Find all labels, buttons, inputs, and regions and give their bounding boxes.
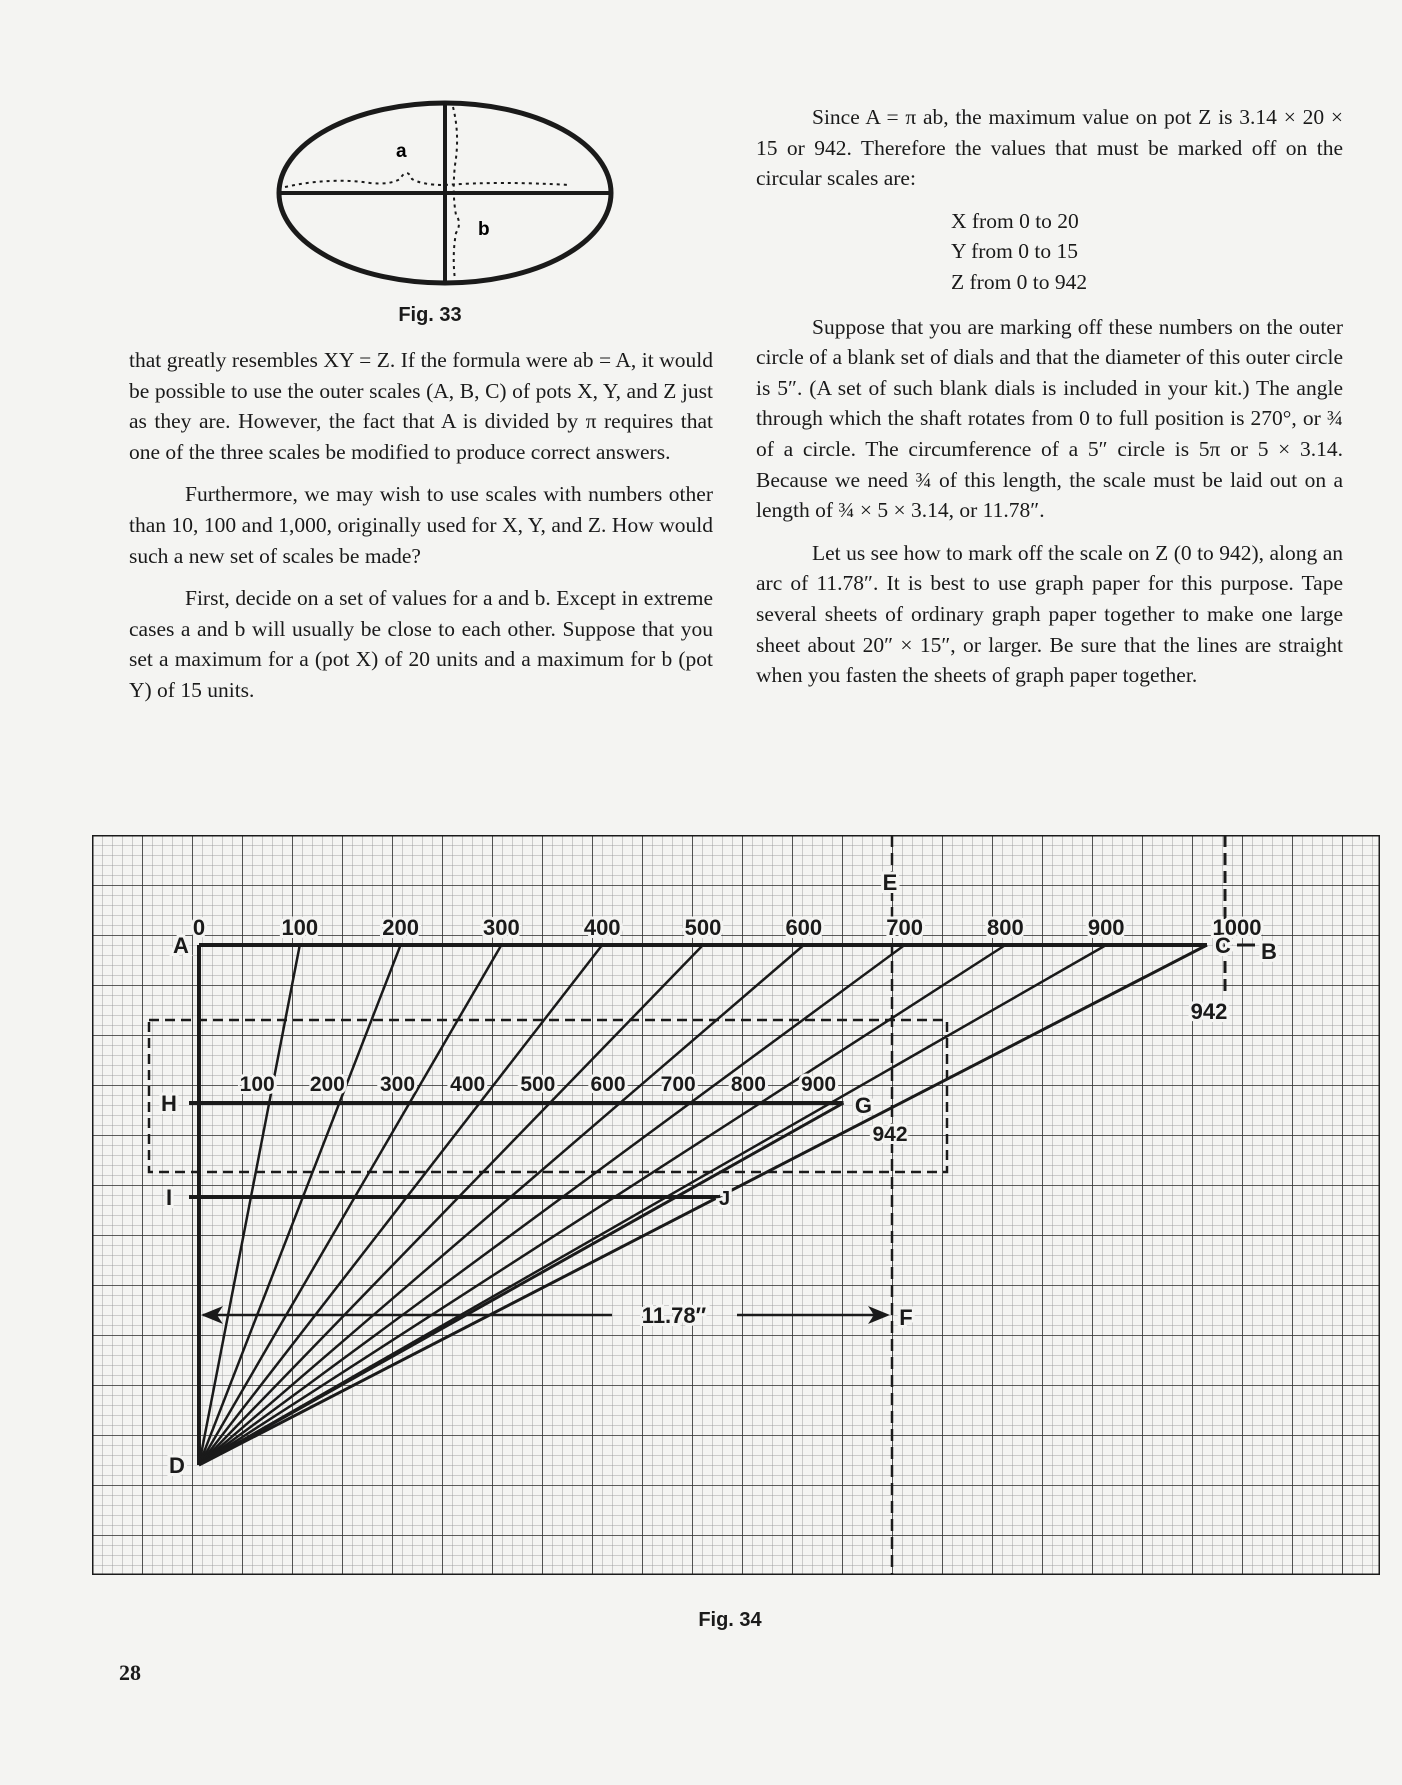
point-label-j: J [718,1188,731,1210]
page-number: 28 [119,1660,141,1685]
point-label-i: I [165,1185,173,1210]
fig33-ellipse-diagram [270,95,620,305]
inner-scale-label-600: 600 [590,1073,626,1096]
left-paragraph-2: Furthermore, we may wish to use scales with numbers other than 10, 100 and 1,000, originally used for X, Y, and Z. How would such a new set of scales be made? [129,482,713,568]
inner-scale-label-900: 900 [801,1073,837,1096]
inner-scale-label-100: 100 [239,1073,275,1096]
dimension-label-11-78: 11.78″ [641,1303,707,1328]
range-y: Y from 0 to 15 [951,239,1078,264]
left-paragraph-3: First, decide on a set of values for a and b. Except in extreme cases a and b will usually be close to each other. Suppose that you set a maximum for a (pot X) of 20 units and a maximum for b (pot Y) of 15 units. [129,586,713,702]
point-label-d: D [169,1453,185,1478]
left-paragraph-1: that greatly resembles XY = Z. If the formula were ab = A, it would be possible to use the outer scales (A, B, C) of pots X, Y, and Z just as they are. However, the fact that A is divided by π requires that one of the three scales be modified to produce correct answers. [129,348,713,464]
fig33-caption: Fig. 33 [398,304,462,326]
point-label-h: H [161,1091,177,1116]
label-b: b [478,219,490,240]
top-scale-label-1000: 1000 [1212,915,1262,940]
label-942-top: 942 [1190,999,1228,1024]
top-scale-label-500: 500 [684,915,722,940]
top-scale-label-600: 600 [785,915,823,940]
top-scale-label-400: 400 [583,915,621,940]
top-scale-label-700: 700 [886,915,923,940]
range-x: X from 0 to 20 [951,208,1079,233]
point-label-e: E [882,870,898,895]
inner-scale-label-400: 400 [450,1073,486,1096]
point-label-g: G [854,1093,873,1118]
fig34-caption: Fig. 34 [698,1609,762,1631]
fig34-graph-paper-diagram [92,835,1380,1575]
top-scale-label-200: 200 [382,915,419,940]
top-scale-label-0: 0 [192,915,206,940]
top-scale-label-900: 900 [1087,915,1125,940]
range-z: Z from 0 to 942 [951,269,1088,294]
right-paragraph-3: Let us see how to mark off the scale on Z (0 to 942), along an arc of 11.78″. It is best to use graph paper for this purpose. Tape several sheets of ordinary graph paper together to make one large sheet about 20″ × 15″, or larger. Be sure that the lines are straight when you fasten the sheets of graph paper together. [756,540,1343,688]
value-ranges-list [756,206,1343,298]
point-label-f: F [899,1305,913,1330]
label-942-inner: 942 [872,1123,908,1146]
right-paragraph-1: Since A = π ab, the maximum value on pot Z is 3.14 × 20 × 15 or 942. Therefore the values that must be marked off on the circular scales are: [756,105,1343,191]
label-a: a [396,141,407,162]
inner-scale-label-700: 700 [660,1073,696,1096]
dimension-a-curve [285,173,445,187]
right-paragraph-2: Suppose that you are marking off these numbers on the outer circle of a blank set of dials and that the diameter of this outer circle is 5″. (A set of such blank dials is included in your kit.) The angle through which the shaft rotates from 0 to full position is 270°, or ¾ of a circle. The circumference of a 5″ circle is 5π or 5 × 3.14. Because we need ¾ of this length, the scale must be laid out on a length of ¾ × 5 × 3.14, or 11.78″. [756,314,1343,523]
point-label-b: B [1261,939,1277,964]
point-label-c: C [1215,933,1231,958]
inner-scale-label-500: 500 [520,1073,556,1096]
inner-scale-label-200: 200 [309,1073,345,1096]
dimension-a-right [445,183,570,185]
inner-scale-label-300: 300 [379,1073,416,1096]
top-scale-label-800: 800 [987,915,1024,940]
inner-scale-label-800: 800 [730,1073,766,1096]
top-scale-label-100: 100 [281,915,319,940]
point-label-a: A [173,933,189,958]
left-text-column [129,345,713,706]
right-text-column [756,102,1343,691]
top-scale-label-300: 300 [483,915,520,940]
